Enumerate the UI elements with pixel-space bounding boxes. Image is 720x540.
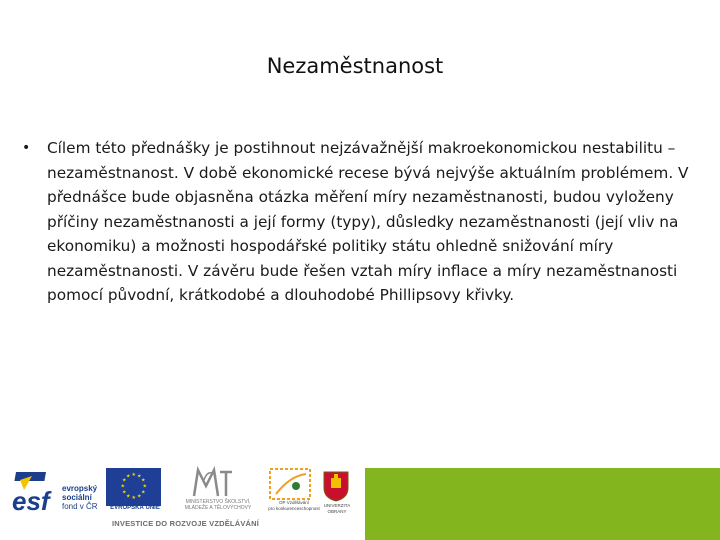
- svg-text:★: ★: [141, 489, 146, 496]
- esf-text-2: sociální: [62, 493, 92, 502]
- footer-green-panel: [365, 468, 720, 540]
- bullet-item: [22, 136, 702, 308]
- op-caption-line-1: OP Vzdělávání: [279, 500, 309, 505]
- esf-text-1: evropský: [62, 484, 98, 493]
- invest-slogan: INVESTICE DO ROZVOJE VZDĚLÁVÁNÍ: [112, 519, 260, 528]
- svg-text:★: ★: [131, 472, 136, 478]
- university-crest-logo: [322, 470, 350, 502]
- svg-text:★: ★: [142, 483, 147, 490]
- bullet-marker: •: [22, 140, 31, 156]
- uni-caption-line-2: OBRANY: [327, 508, 347, 514]
- uni-caption-line-1: UNIVERZITA: [323, 503, 351, 508]
- university-caption: [316, 503, 358, 514]
- msmt-caption: [178, 499, 258, 511]
- svg-text:★: ★: [137, 473, 142, 480]
- msmt-logo-icon: [182, 466, 252, 500]
- esf-text-3: fond v ČR: [62, 502, 98, 511]
- svg-text:★: ★: [120, 483, 125, 490]
- svg-text:★: ★: [137, 493, 142, 500]
- bullet-list: [22, 136, 702, 308]
- svg-text:esf: esf: [12, 486, 50, 516]
- slide-title: Nezaměstnanost: [266, 54, 444, 78]
- eu-caption: EVROPSKÁ UNIE: [110, 505, 160, 511]
- svg-text:★: ★: [122, 489, 127, 496]
- svg-text:★: ★: [126, 493, 131, 500]
- msmt-caption-line-2: MLÁDEŽE A TĚLOVÝCHOVY: [184, 505, 252, 511]
- eu-flag-icon: [106, 468, 161, 506]
- svg-text:★: ★: [131, 495, 136, 501]
- bullet-text: Cílem této přednášky je postihnout nejzávažnější makroekonomickou nestabilitu – nezaměstnanost. V době ekonomické recese bývá nejvýše aktuálním problémem. V přednášce bude objasněna otázka měření míry nezaměstnanosti, budou vyloženy příčiny nezaměstnanosti a její formy (typy), důsledky nezaměstnanosti (její vliv na ekonomiku) a možnosti hospodářské politiky státu ohledně snižování míry nezaměstnanosti. V závěru bude řešen vztah míry inflace a míry nezaměstnanosti pomocí původní, krátkodobé a dlouhodobé Phillipsovy křivky.: [47, 139, 689, 304]
- op-caption-line-2: pro konkurenceschopnost: [268, 505, 320, 511]
- svg-text:★: ★: [122, 477, 127, 484]
- svg-text:★: ★: [126, 473, 131, 480]
- msmt-caption-line-1: MINISTERSTVO ŠKOLSTVÍ,: [185, 499, 251, 505]
- crest-icon: [322, 470, 350, 502]
- op-vk-logo-icon: [266, 466, 316, 502]
- svg-text:★: ★: [141, 477, 146, 484]
